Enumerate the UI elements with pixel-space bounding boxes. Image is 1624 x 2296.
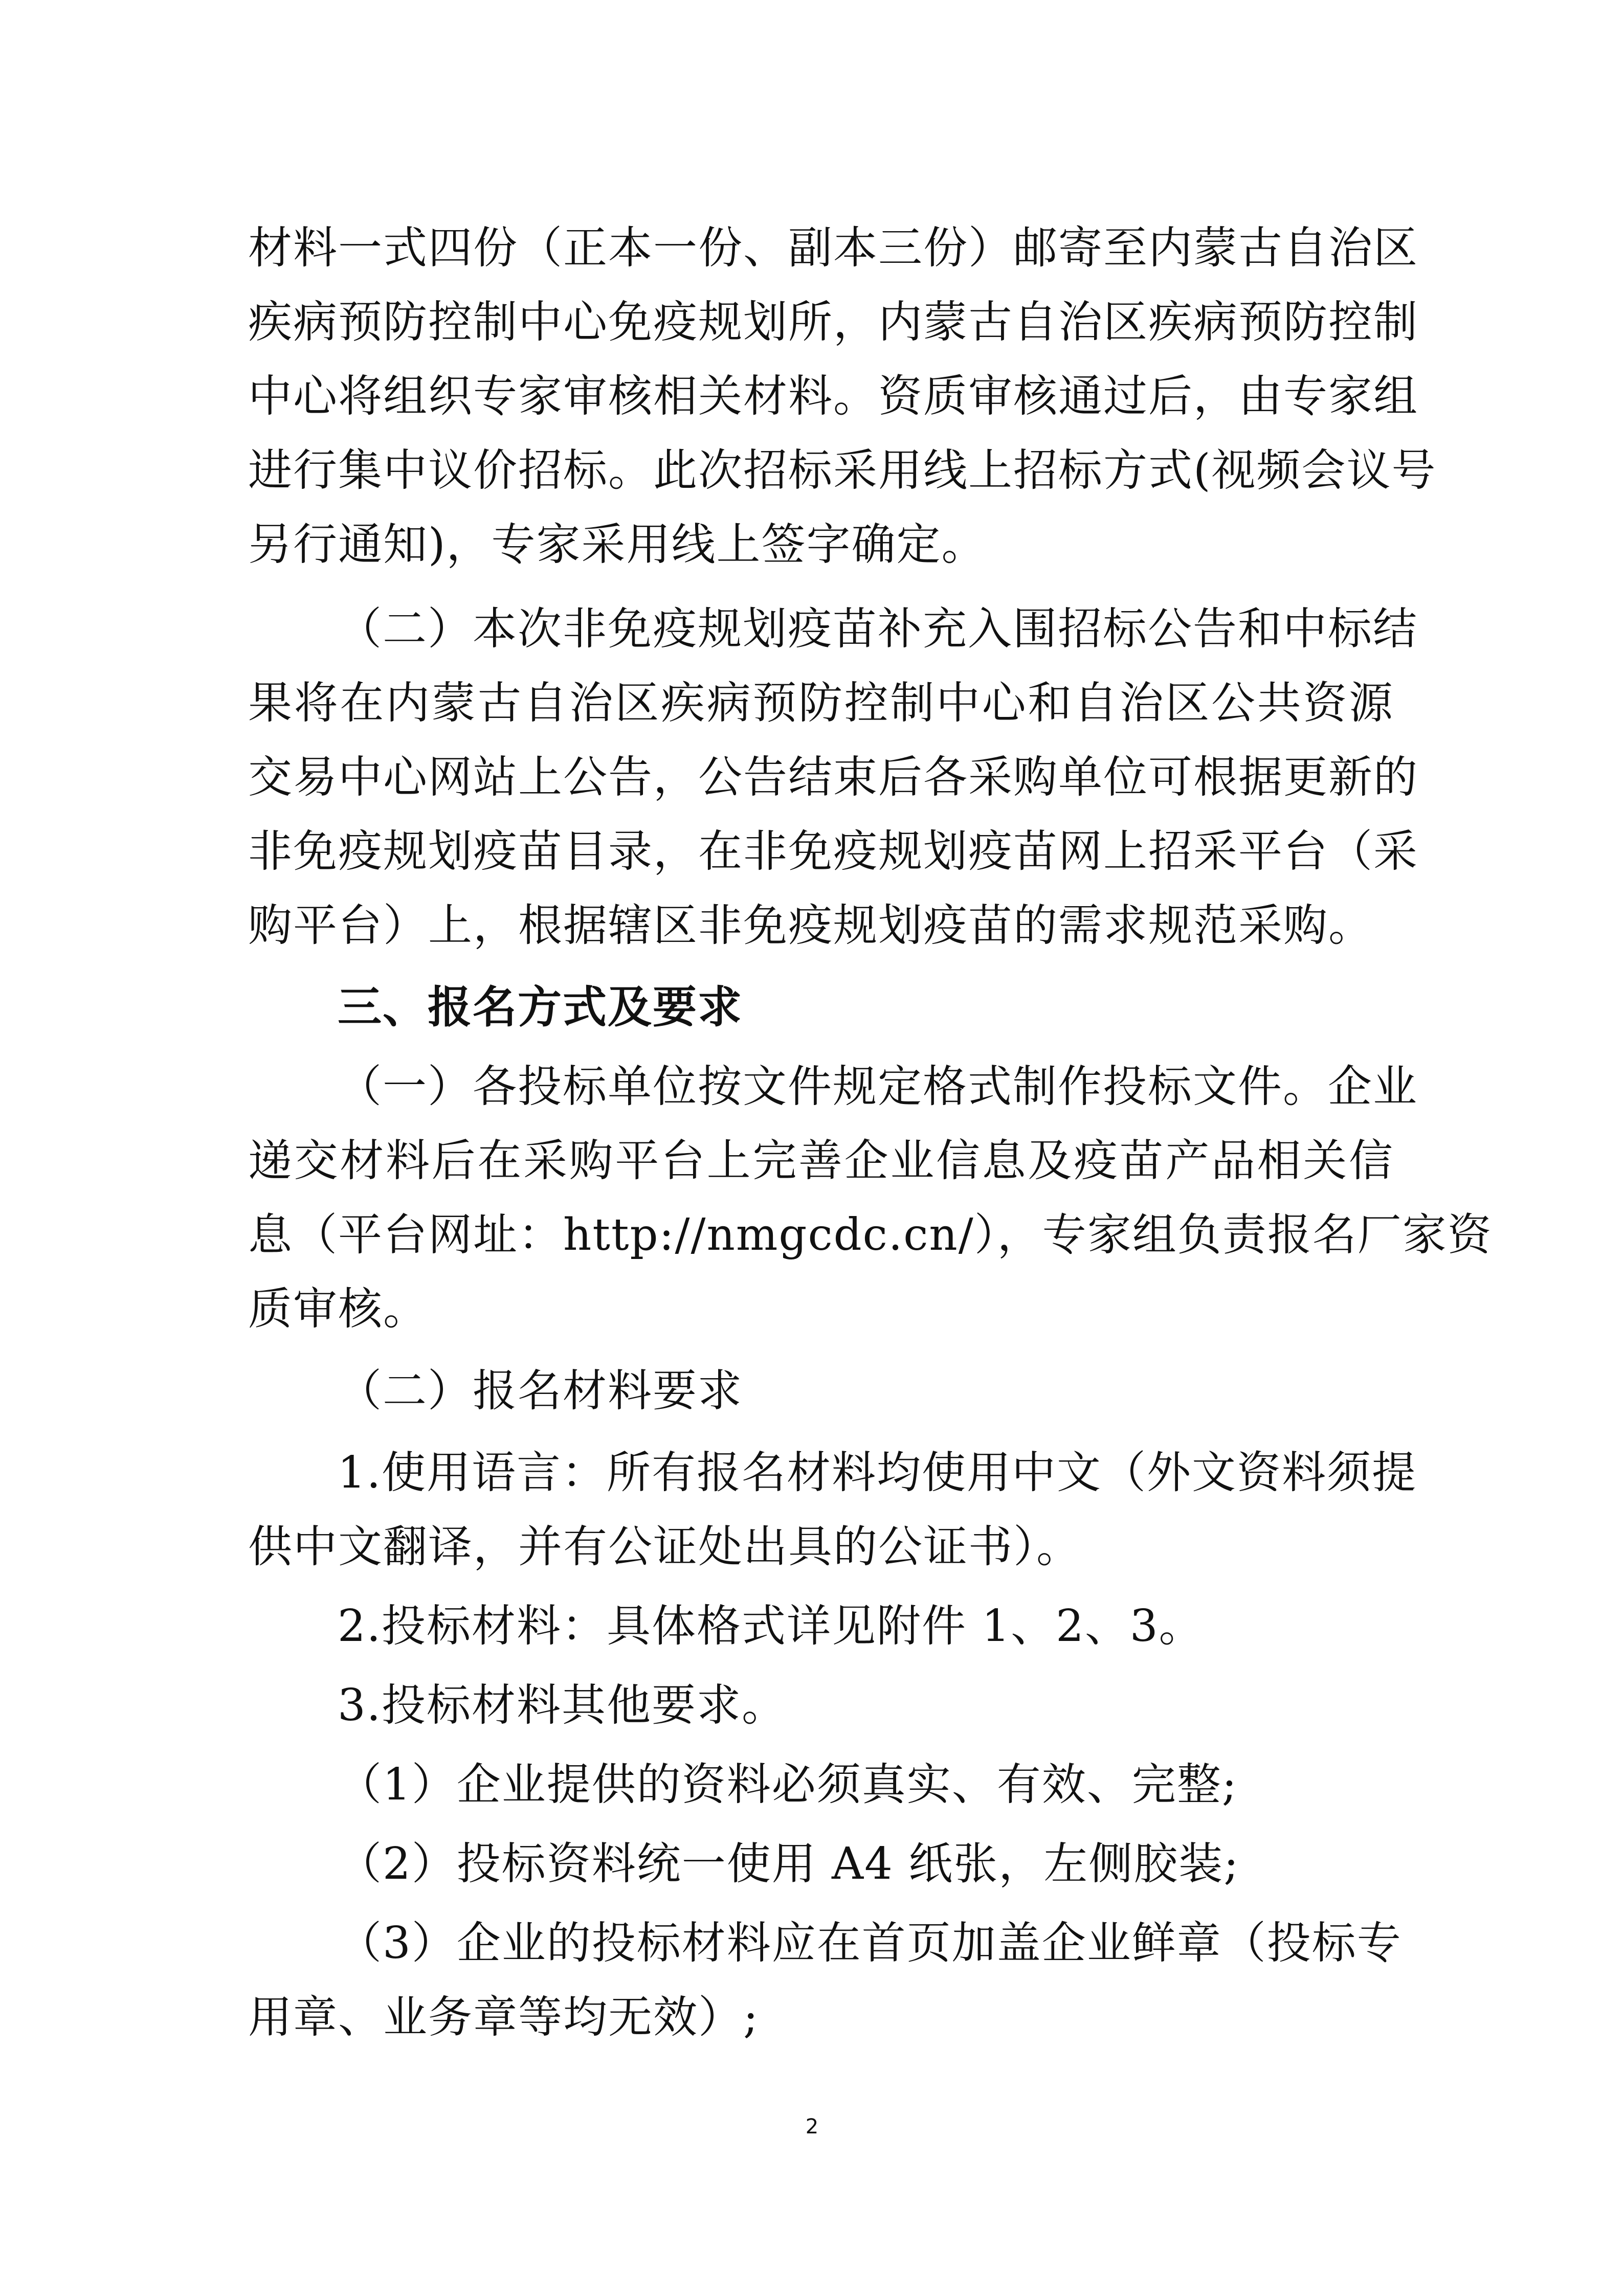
text-line-2: 疾病预防控制中心免疫规划所，内蒙古自治区疾病预防控制	[248, 297, 1418, 348]
text-line-24: 用章、业务章等均无效）;	[248, 1992, 759, 2043]
text-line-7: 果将在内蒙古自治区疾病预防控制中心和自治区公共资源	[248, 678, 1394, 729]
section-heading: 三、报名方式及要求	[338, 982, 743, 1033]
text-line-5: 另行通知)，专家采用线上签字确定。	[248, 519, 987, 570]
text-line-3: 中心将组织专家审核相关材料。资质审核通过后，由专家组	[248, 371, 1418, 422]
text-line-21: （1）企业提供的资料必须真实、有效、完整;	[338, 1759, 1238, 1810]
text-line-10: 购平台）上，根据辖区非免疫规划疫苗的需求规范采购。	[248, 900, 1373, 951]
text-line-13: 递交材料后在采购平台上完善企业信息及疫苗产品相关信	[248, 1135, 1394, 1186]
text-line-23: （3）企业的投标材料应在首页加盖企业鲜章（投标专	[338, 1918, 1402, 1969]
text-line-14: 息（平台网址：http://nmgcdc.cn/），专家组负责报名厂家资	[248, 1209, 1493, 1260]
text-line-22: （2）投标资料统一使用 A4 纸张，左侧胶装;	[338, 1838, 1240, 1889]
text-line-18: 供中文翻译，并有公证处出具的公证书）。	[248, 1521, 1081, 1572]
text-line-6: （二）本次非免疫规划疫苗补充入围招标公告和中标结	[338, 603, 1418, 655]
text-line-4: 进行集中议价招标。此次招标采用线上招标方式(视频会议号	[248, 445, 1437, 496]
text-line-20: 3.投标材料其他要求。	[338, 1680, 787, 1731]
text-line-17: 1.使用语言：所有报名材料均使用中文（外文资料须提	[338, 1447, 1417, 1498]
text-line-12: （一）各投标单位按文件规定格式制作投标文件。企业	[338, 1061, 1418, 1112]
subheading-materials: （二）报名材料要求	[338, 1365, 743, 1416]
text-line-19: 2.投标材料：具体格式详见附件 1、2、3。	[338, 1601, 1204, 1652]
text-line-8: 交易中心网站上公告，公告结束后各采购单位可根据更新的	[248, 752, 1418, 803]
page-number: 2	[805, 2115, 819, 2139]
text-line-1: 材料一式四份（正本一份、副本三份）邮寄至内蒙古自治区	[248, 222, 1418, 274]
text-line-15: 质审核。	[248, 1284, 428, 1335]
text-line-9: 非免疫规划疫苗目录，在非免疫规划疫苗网上招采平台（采	[248, 826, 1418, 877]
